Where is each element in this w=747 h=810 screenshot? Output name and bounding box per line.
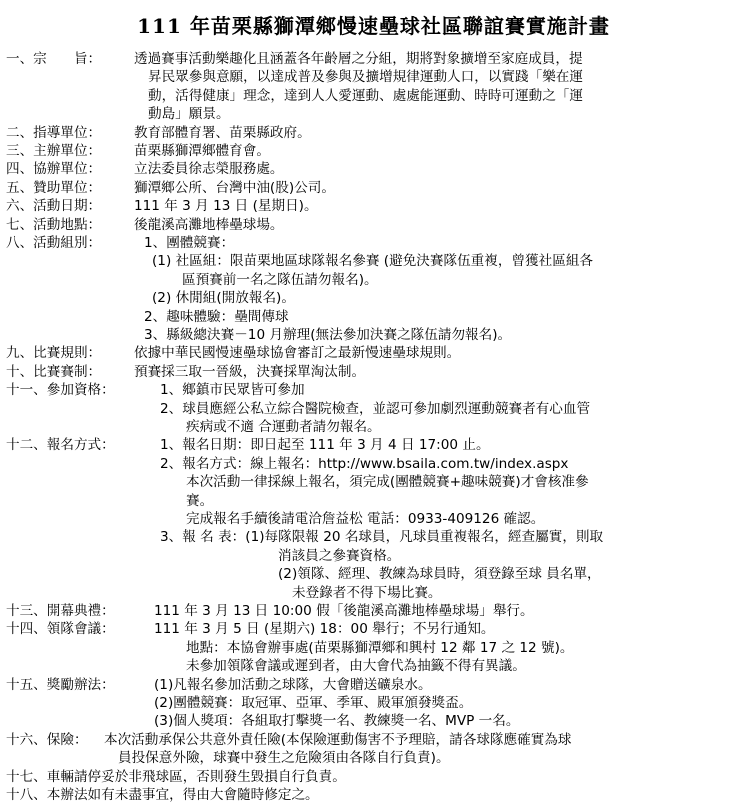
section-14-text: 111 年 3 月 5 日 (星期六) 18：00 舉行；不另行通知。 [154,621,495,638]
section-14-label: 十四、領隊會議： [6,621,115,638]
section-15-item-1: (1)凡報名參加活動之球隊，大會贈送礦泉水。 [154,676,432,693]
section-4-label: 四、協辦單位： [6,161,102,178]
section-6-text: 111 年 3 月 13 日 (星期日)。 [134,198,318,215]
section-4-text: 立法委員徐志榮服務處。 [134,161,284,178]
document-title: 111 年苗栗縣獅潭鄉慢速壘球社區聯誼賽實施計畫 [137,14,610,38]
section-12-item-3b: 消該員之參賽資格。 [278,547,401,564]
section-7-text: 後龍溪高灘地棒壘球場。 [134,216,284,233]
section-12-item-2d: 完成報名手續後請電洽詹益松 電話：0933-409126 確認。 [186,511,545,527]
section-8-item-1: 1、團體競賽： [144,235,235,251]
section-16-label: 十六、保險： [6,731,88,748]
section-7-label: 七、活動地點： [6,216,102,233]
section-2-text: 教育部體育署、苗栗縣政府。 [134,124,311,141]
section-12-label: 十二、報名方式： [6,437,115,454]
section-9-text: 依據中華民國慢速壘球協會審訂之最新慢速壘球規則。 [134,345,461,362]
section-18-text: 十八、本辦法如有未盡事宜，得由大會隨時修定之。 [6,787,319,803]
section-6-label: 六、活動日期： [6,198,102,215]
section-8-item-2: 2、趣味體驗：壘間傳球 [144,308,289,325]
section-5-label: 五、贊助單位： [6,179,102,196]
section-11-item-2a: 2、球員應經公私立綜合醫院檢查，並認可參加劇烈運動競賽者有心血管 [160,400,591,417]
section-8-sub-2: (2) 休閒組(開放報名)。 [152,290,295,307]
section-15-item-2: (2)團體競賽：取冠軍、亞軍、季軍、殿軍頒發獎盃。 [154,695,473,711]
section-12-item-3a: 3、報 名 表：(1)每隊限報 20 名球員，凡球員重複報名，經查屬實，則取 [160,529,604,546]
section-8-label: 八、活動組別： [6,235,102,251]
section-2-label: 二、指導單位： [6,124,102,141]
section-15-item-3: (3)個人獎項：各組取打擊獎一名、教練獎一名、MVP 一名。 [154,713,520,730]
section-12-item-2b: 本次活動一律採線上報名，須完成(團體競賽+趣味競賽)才會核准參 [186,474,589,491]
section-16-text: 本次活動承保公共意外責任險(本保險運動傷害不予理賠，請各球隊應確實為球 [104,731,572,748]
section-16-line-2: 員投保意外險，球賽中發生之危險須由各隊自行負責)。 [118,750,450,767]
section-12-item-3c: (2)領隊、經理、教練為球員時，須登錄至球 員名單， [278,566,601,583]
section-1-line-4: 動島」願景。 [148,106,230,123]
section-15-label: 十五、獎勵辦法： [6,676,115,693]
section-1-line-3: 動，活得健康」理念，達到人人愛運動、處處能運動、時時可運動之「運 [148,87,583,104]
section-3-label: 三、主辦單位： [6,143,102,159]
section-8-sub-1a: (1) 社區組：限苗栗地區球隊報名參賽 (避免決賽隊伍重複，曾獲社區組各 [152,253,594,270]
section-5-text: 獅潭鄉公所、台灣中油(股)公司。 [134,179,335,196]
section-11-item-2b: 疾病或不適 合運動者請勿報名。 [186,419,381,435]
section-10-text: 預賽採三取一晉級，決賽採單淘汰制。 [134,363,366,380]
section-1-label: 一、宗 旨： [6,51,102,67]
section-1-line-2: 昇民眾參與意願，以達成普及參與及擴增規律運動人口，以實踐「樂在運 [148,69,583,86]
section-9-label: 九、比賽規則： [6,345,102,362]
section-1-line-1: 透過賽事活動樂趣化且涵蓋各年齡層之分組，期將對象擴增至家庭成員，提 [134,51,583,67]
section-8-sub-1b: 區預賽前一名之隊伍請勿報名)。 [182,271,378,288]
section-13-label: 十三、開幕典禮： [6,603,115,619]
section-11-item-1: 1、鄉鎮市民眾皆可參加 [160,382,305,399]
section-12-item-3d: 未登錄者不得下場比賽。 [292,584,442,601]
section-14-line-2: 地點：本協會辦事處(苗栗縣獅潭鄉和興村 12 鄰 17 之 12 號)。 [186,639,574,656]
section-12-item-2: 2、報名方式：線上報名：http://www.bsaila.com.tw/index.aspx [160,455,569,472]
section-11-label: 十一、參加資格： [6,382,115,399]
section-3-text: 苗栗縣獅潭鄉體育會。 [134,143,270,159]
section-17-text: 十七、車輛請停妥於非飛球區，否則發生毀損自行負責。 [6,768,346,785]
section-12-item-1: 1、報名日期：即日起至 111 年 3 月 4 日 17:00 止。 [160,437,490,454]
section-12-item-2c: 賽。 [186,492,214,509]
section-8-item-3: 3、縣級總決賽－10 月辦理(無法參加決賽之隊伍請勿報名)。 [144,327,512,343]
section-14-line-3: 未參加領隊會議或遲到者，由大會代為抽籤不得有異議。 [186,658,526,675]
section-13-text: 111 年 3 月 13 日 10:00 假「後龍溪高灘地棒壘球場」舉行。 [154,603,534,619]
section-10-label: 十、比賽賽制： [6,363,102,380]
